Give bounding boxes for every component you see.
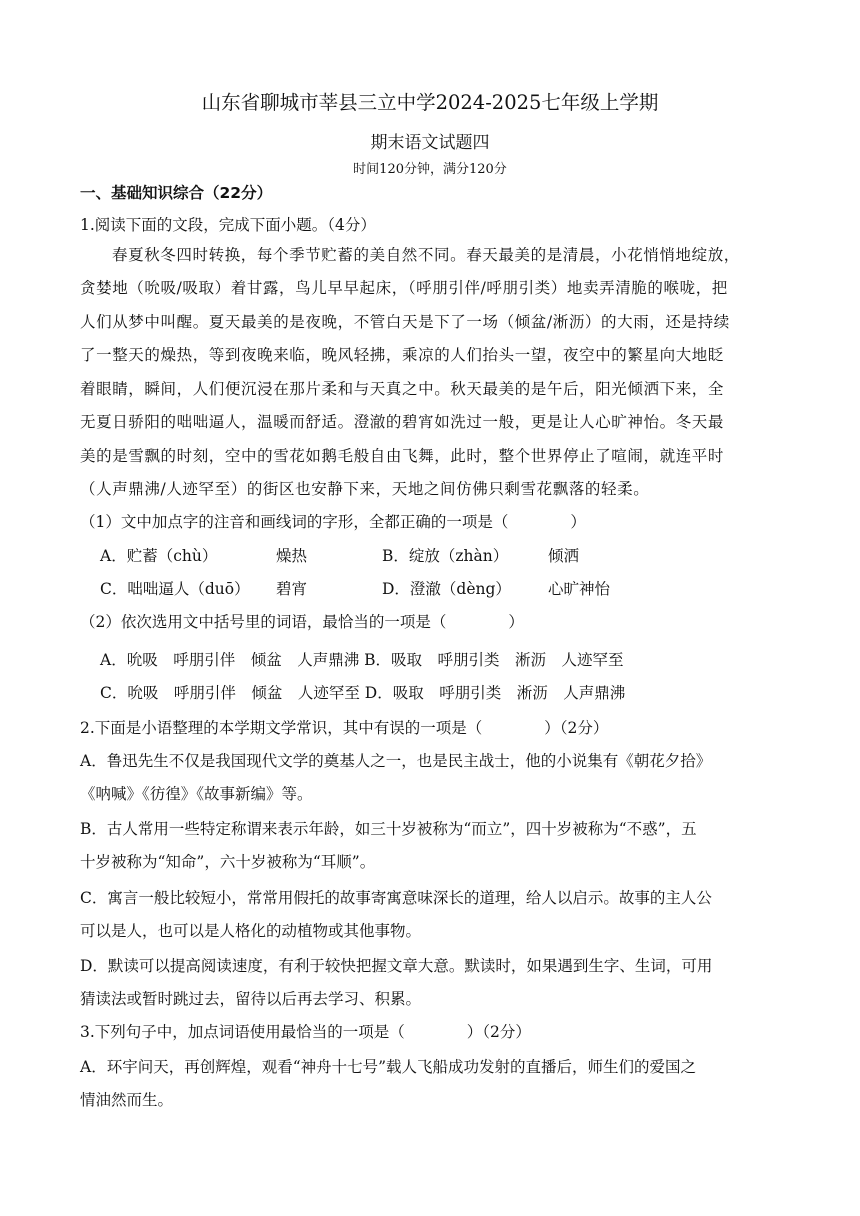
answer-line: A．环宇问天，再创辉煌，观看“神舟十七号”载人飞船成功发射的直播后，师生们的爱国之 xyxy=(80,1058,697,1076)
option-c-word: 碧宵 xyxy=(276,580,308,598)
question-stem: 2.下面是小语整理的本学期文学常识，其中有误的一项是（ ）（2分） xyxy=(80,719,609,737)
question-stem: 1.阅读下面的文段，完成下面小题。（4分） xyxy=(80,216,376,234)
passage-line: 人们从梦中叫醒。夏天最美的是夜晚，不管白天是下了一场（倾盆/淅沥）的大雨，还是持续 xyxy=(80,313,730,331)
answer-line: 猜读法或暂时跳过去，留待以后再去学习、积累。 xyxy=(80,990,422,1008)
option-a-word: 燥热 xyxy=(276,547,308,565)
passage-line: 贪婪地（吮吸/吸取）着甘露，鸟儿早早起床，（呼朋引伴/呼朋引类）地卖弄清脆的喉咙，把 xyxy=(80,279,728,297)
option-c: C．咄咄逼人（duō） xyxy=(100,580,250,598)
answer-line: 情油然而生。 xyxy=(80,1091,174,1109)
subquestion-stem: （1）文中加点字的注音和画线词的字形，全都正确的一项是（ ） xyxy=(80,513,586,531)
option-d-word: 心旷神怡 xyxy=(548,580,611,598)
option-a: A．贮蓄（chù） xyxy=(100,547,218,565)
option-b-word: 倾洒 xyxy=(548,547,580,565)
passage-line: 美的是雪飘的时刻，空中的雪花如鹅毛般自由飞舞，此时，整个世界停止了喧闹，就连平时 xyxy=(80,447,725,465)
answer-line: 十岁被称为“知命”，六十岁被称为“耳顺”。 xyxy=(80,853,376,871)
option-b: B．绽放（zhàn） xyxy=(382,547,509,565)
answer-line: A．鲁迅先生不仅是我国现代文学的奠基人之一，也是民主战士，他的小说集有《朝花夕拾》 xyxy=(80,752,712,770)
answer-line: C．寓言一般比较短小，常常用假托的故事寄寓意味深长的道理，给人以启示。故事的主人公 xyxy=(80,889,712,907)
option-d: D．澄澈（dèng） xyxy=(382,580,511,598)
exam-title: 山东省聊城市莘县三立中学2024-2025七年级上学期 xyxy=(201,91,659,114)
exam-subtitle: 期末语文试题四 xyxy=(370,133,490,153)
question-stem: 3.下列句子中，加点词语使用最恰当的一项是（ ）（2分） xyxy=(80,1023,531,1041)
section-heading: 一、基础知识综合（22分） xyxy=(80,184,273,202)
answer-line: 可以是人，也可以是人格化的动植物或其他事物。 xyxy=(80,922,422,940)
exam-meta: 时间120分钟，满分120分 xyxy=(353,162,507,177)
answer-line: B．古人常用一些特定称谓来表示年龄，如三十岁被称为“而立”，四十岁被称为“不惑”，五 xyxy=(80,820,697,838)
option-row: A．吮吸 呼朋引伴 倾盆 人声鼎沸 B．吸取 呼朋引类 淅沥 人迹罕至 xyxy=(100,651,624,669)
subquestion-stem: （2）依次选用文中括号里的词语，最恰当的一项是（ ） xyxy=(80,613,524,631)
passage-line: 着眼睛，瞬间，人们便沉浸在那片柔和与天真之中。秋天最美的是午后，阳光倾洒下来，全 xyxy=(80,380,725,398)
answer-line: 《呐喊》《彷徨》《故事新编》等。 xyxy=(80,785,313,803)
passage-line: 了一整天的燥热，等到夜晚来临，晚风轻拂，乘凉的人们抬头一望，夜空中的繁星向大地眨 xyxy=(80,346,725,364)
passage-line: （人声鼎沸/人迹罕至）的街区也安静下来，天地之间仿佛只剩雪花飘落的轻柔。 xyxy=(80,480,650,498)
passage-line: 无夏日骄阳的咄咄逼人，温暖而舒适。澄澈的碧宵如洗过一般，更是让人心旷神怡。冬天最 xyxy=(80,413,725,431)
option-row: C．吮吸 呼朋引伴 倾盆 人迹罕至 D．吸取 呼朋引类 淅沥 人声鼎沸 xyxy=(100,684,626,702)
passage-line: 春夏秋冬四时转换，每个季节贮蓄的美自然不同。春天最美的是清晨，小花悄悄地绽放， xyxy=(112,246,740,264)
answer-line: D．默读可以提高阅读速度，有利于较快把握文章大意。默读时，如果遇到生字、生词，可用 xyxy=(80,957,713,975)
